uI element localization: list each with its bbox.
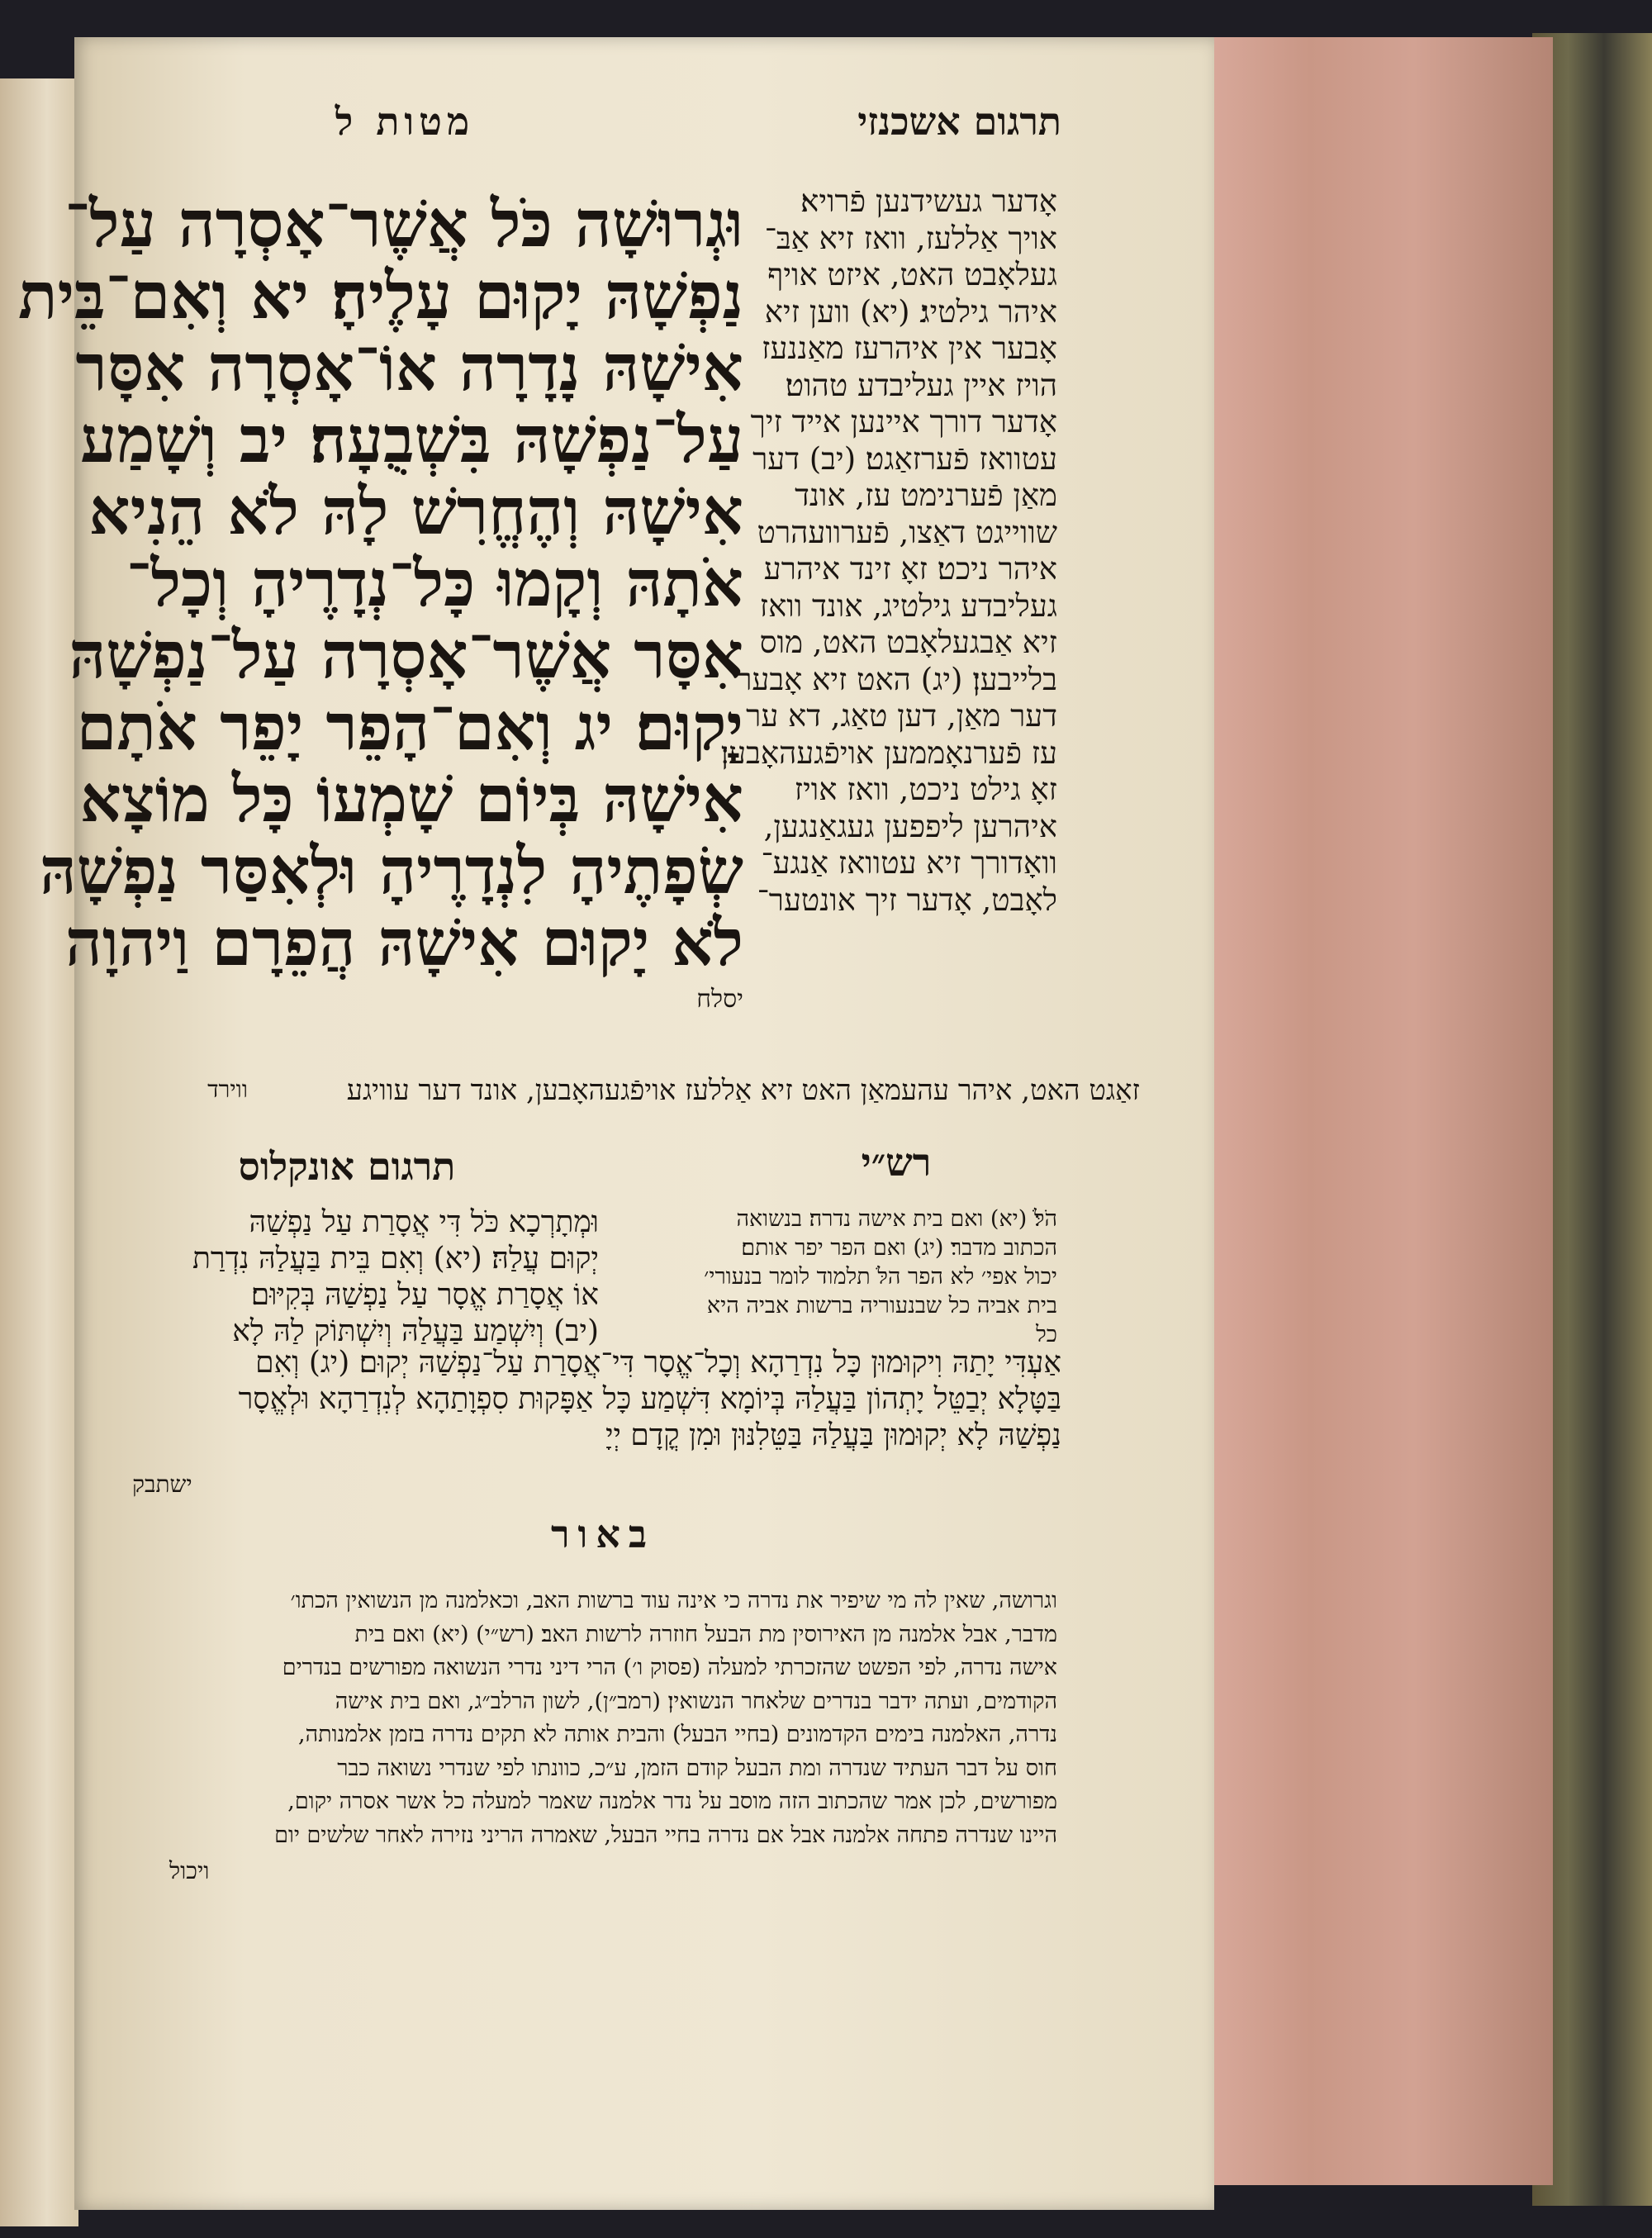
biur-line: נדרה, האלמנה בימים הקדמונים (בחיי הבעל) והבית אותה לא תקים נדרה בזמן אלמנותה, bbox=[298, 1722, 1057, 1747]
onkelos-wide-block bbox=[95, 1345, 1061, 1454]
torah-line: אִישָׁהּ בְּיוֹם שָׁמְעוֹ כָּל מוֹצָא bbox=[79, 762, 743, 837]
ashkenazi-line: געליבדע גילטיג, אונד וואז bbox=[759, 587, 1057, 624]
ashkenazi-line: מאַן פֿערנימט עז, אונד bbox=[795, 478, 1057, 513]
page-block-edge bbox=[1206, 37, 1553, 2185]
rashi-block bbox=[615, 1205, 1057, 1349]
onkelos-catchword: ישתבק bbox=[132, 1471, 192, 1498]
page-header-book: מטות ל bbox=[335, 99, 475, 144]
rashi-line: בית אביה כל שבנעוריה ברשות אביה היא bbox=[706, 1293, 1057, 1319]
onkelos-line: וּמְתָרְכָא כֹּל דִּי אֲסָרַת עַל נַפְשַׁהּ bbox=[249, 1205, 599, 1239]
ashkenazi-translation-block bbox=[720, 183, 1057, 919]
ashkenazi-line: הויז איין געליבדע טהוט׃ bbox=[785, 367, 1057, 403]
onkelos-line: יְקוּם עֲלַהּ׃ (יא) וְאִם בֵּית בַּעֲלַהּ נִדְרַת bbox=[192, 1242, 599, 1276]
onkelos-line: נַפְשַׁהּ לָא יְקוּמוּן בַּעֲלַהּ בַּטֵּלִנּוּן וּמִן קֳדָם יְיָ bbox=[605, 1418, 1061, 1452]
rashi-line: כל bbox=[1036, 1322, 1057, 1347]
ashkenazi-catchword: ווירד bbox=[207, 1076, 248, 1103]
page-header-translation: תרגום אשכנזי bbox=[857, 99, 1061, 144]
onkelos-line: (יב) וְיִשְׁמַע בַּעֲלַהּ וְיִשְׁתּוֹק לַהּ לָא bbox=[232, 1314, 599, 1348]
ashkenazi-line: עז פֿערנאָממען אויפֿגעהאָבען׃ bbox=[720, 734, 1057, 771]
rashi-line: יכול אפי׳ לא הפר הלֹּ תלמוד לומר בנעורי׳ bbox=[704, 1264, 1057, 1290]
ashkenazi-line: איהר ניכט׃ זאָ זינד איהרע bbox=[763, 551, 1057, 587]
torah-line: אִישָׁהּ וְהֶחֱרִשׁ לָהּ לֹא הֵנִיא bbox=[88, 474, 743, 549]
ashkenazi-line: אָדער דורך איינען אייד זיך bbox=[750, 404, 1057, 440]
ashkenazi-line: אָדער געשידנען פֿרויא׃ bbox=[800, 183, 1057, 219]
onkelos-top-block bbox=[103, 1205, 599, 1350]
onkelos-line: אוֹ אֲסָרַת אֱסָר עַל נַפְשַׁהּ בְּקִיּוּם׃ bbox=[250, 1278, 599, 1312]
rashi-line: הֹלֹּ׃ (יא) ואם בית אישה נדרה׃ בנשואה bbox=[736, 1206, 1057, 1232]
ashkenazi-line: דער מאַן, דען טאַג, דא ער bbox=[746, 698, 1057, 734]
biur-line: מפורשים, לכן אמר שהכתוב הזה מוסב על נדר אלמנה שאמר למעלה כל אשר אסרה יקום, bbox=[287, 1789, 1057, 1814]
torah-catchword: יסלח bbox=[696, 985, 743, 1014]
torah-line: עַל־נַפְשָׁהּ בִּשְׁבֻעָה׃ יב וְשָׁמַע bbox=[80, 402, 743, 478]
ashkenazi-line: זיא אַבגעלאָבט האט, מוס bbox=[759, 625, 1057, 660]
onkelos-line: אַעְדִּי יָתַהּ וִיקוּמוּן כָּל נִדְרַהָא וְכָל־אֱסָר דִּי־אֲסָרַת עַל־נַפְשַׁהּ יְקוּם׃ (יג) וְאִם bbox=[255, 1346, 1061, 1380]
ashkenazi-line: וואָדורך זיא עטוואז אַנגע־ bbox=[761, 845, 1057, 881]
ashkenazi-line: עטוואז פֿערזאַגט׃ (יב) דער bbox=[752, 440, 1057, 477]
torah-line: וּגְרוּשָׁה כֹּל אֲשֶׁר־אָסְרָה עַל־ bbox=[64, 187, 743, 262]
biur-line: הקודמים, ועתה ידבר בנדרים שלאחר הנשואין׃ (רמב״ן), לשון הרלב״ג, ואם בית אישה bbox=[335, 1688, 1057, 1714]
torah-line: שְׂפָתֶיהָ לִנְדָרֶיהָ וּלְאִסַּר נַפְשָׁהּ bbox=[39, 834, 743, 909]
biur-line: וגרושה, שאין לה מי שיפיר את נדרה כי אינה עוד ברשות האב, וכאלמנה מן הנשואין הכתו׳ bbox=[290, 1588, 1057, 1613]
biur-line: חוס על דבר העתיד שנדרה ומת הבעל קודם הזמן, ע״כ, כוונתו לפי שנדרי נשואה כבר bbox=[337, 1755, 1057, 1781]
rashi-title: רש״י bbox=[861, 1140, 932, 1185]
ashkenazi-line: אָבער אין איהרעז מאַננעז bbox=[762, 330, 1057, 366]
ashkenazi-line: אויך אַללעז, וואז זיא אַבּ־ bbox=[764, 220, 1057, 256]
ashkenazi-line: געלאָבט האט, איזט אויף bbox=[767, 257, 1057, 292]
onkelos-title: תרגום אונקלוס bbox=[238, 1144, 456, 1189]
ashkenazi-line: לאָבט, אָדער זיך אונטער־ bbox=[757, 881, 1057, 918]
ashkenazi-line: איהר גילטיג׃ (יא) ווען זיא bbox=[764, 293, 1057, 330]
torah-text-block bbox=[18, 187, 743, 981]
torah-line: אִישָׁהּ נָדָרָה אוֹ־אָסְרָה אִסָּר bbox=[75, 330, 743, 406]
torah-line: נַפְשָׁהּ יָקוּם עָלֶיהָ׃ יא וְאִם־בֵּית bbox=[18, 259, 743, 334]
biur-line: אישה נדרה, לפי הפשט שהזכרתי למעלה (פסוק ו׳) הרי דיני נדרי הנשואה מפורשים בנדרים bbox=[282, 1655, 1057, 1680]
biur-line: היינו שנדרה פתחה אלמנה אבל אם נדרה בחיי הבעל, שאמרה הריני נזירה לאחר שלשים יום bbox=[274, 1822, 1057, 1848]
biur-catchword: ויכול bbox=[169, 1857, 210, 1884]
biur-line: מדבר, אבל אלמנה מן האירוסין מת הבעל חוזרה לרשות האב׃ (רש״י) (יא) ואם בית bbox=[354, 1621, 1057, 1647]
ashkenazi-line: בלייבען׃ (יג) האט זיא אָבער bbox=[737, 661, 1057, 697]
torah-line: אִסָּר אֲשֶׁר־אָסְרָה עַל־נַפְשָׁהּ bbox=[69, 618, 743, 693]
rashi-line: הכתוב מדבר׃ (יג) ואם הפר יפר אותם׃ bbox=[741, 1235, 1057, 1261]
ashkenazi-line: זאָ גילט ניכט, וואז אויז bbox=[794, 772, 1057, 807]
ashkenazi-line: איהרען ליפפען געגאַנגען, bbox=[763, 808, 1057, 844]
torah-line: לֹא יָקוּם אִישָׁהּ הֲפֵרָם וַיהוָה bbox=[64, 905, 743, 981]
ashkenazi-line: שווייגט דאַצו, פֿערוועהרט bbox=[757, 514, 1057, 550]
biur-title: באור bbox=[550, 1512, 656, 1556]
torah-line: אֹתָהּ וְקָמוּ כָּל־נְדָרֶיהָ וְכָל־ bbox=[126, 546, 743, 621]
ashkenazi-bottom-line: זאַגט האט, איהר עהעמאַן האט זיא אַללעז אויפֿגעהאָבען, אונד דער עוויגע bbox=[346, 1074, 1140, 1107]
biur-block bbox=[91, 1585, 1057, 1852]
onkelos-line: בַּטָּלָא יְבַטֵּל יָתְהוֹן בַּעֲלַהּ בְּיוֹמָא דִּשְׁמַע כָּל אַפָּקוּת סִפְוָתַהָא לְנִדְרַהָא וּלְאֱסָר bbox=[238, 1382, 1061, 1416]
left-page-fragment bbox=[0, 78, 78, 2226]
torah-line: יָקוּם׃ יג וְאִם־הָפֵר יָפֵר אֹתָם bbox=[76, 690, 743, 765]
